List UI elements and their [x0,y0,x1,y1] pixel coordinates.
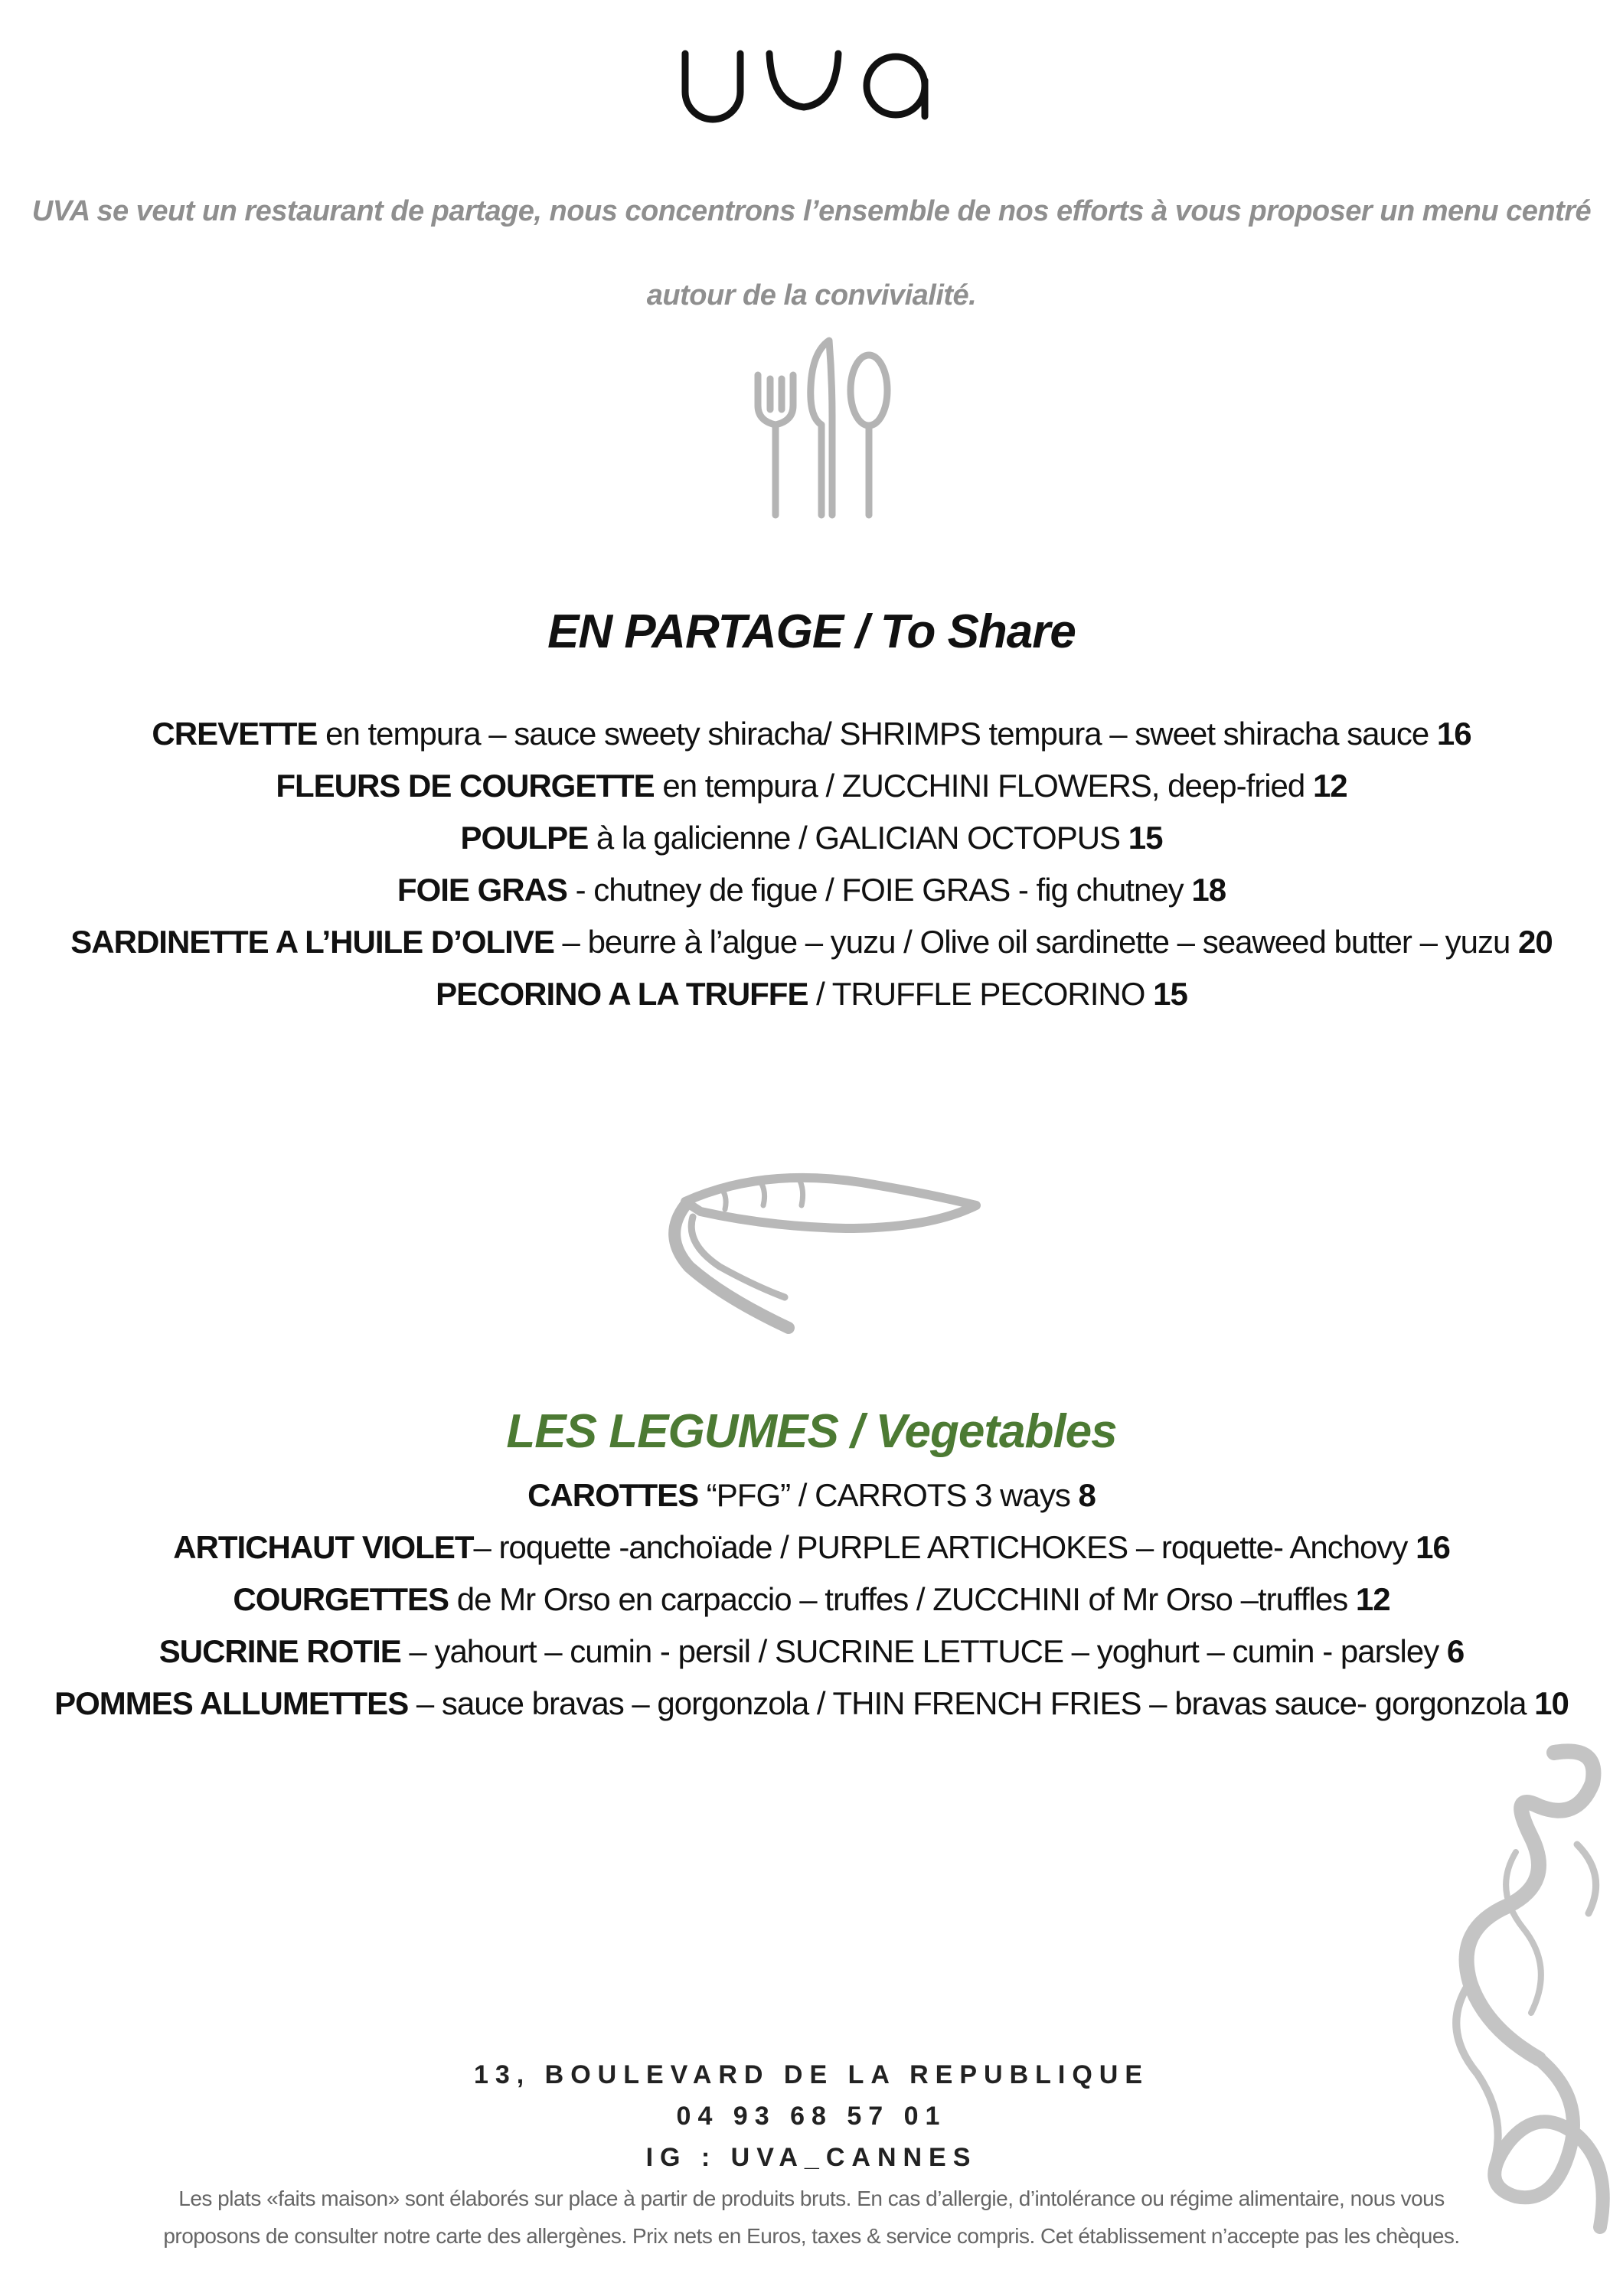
item-name: CREVETTE [152,716,318,752]
section-title-share: EN PARTAGE / To Share [547,605,1076,658]
item-price: 10 [1534,1685,1569,1721]
item-name: ARTICHAUT VIOLET [173,1529,474,1565]
item-description: en tempura – sauce sweety shiracha/ SHRIMPS tempura – sweet shiracha sauce [317,716,1437,752]
item-description: – beurre à l’algue – yuzu / Olive oil sardinette – seaweed butter – yuzu [554,924,1518,960]
menu-list-share [0,708,1623,1020]
menu-item [0,864,1623,916]
menu-item [0,916,1623,968]
item-price: 8 [1078,1477,1096,1513]
item-price: 12 [1312,768,1347,804]
item-price: 6 [1446,1633,1465,1669]
item-description: – yahourt – cumin - persil / SUCRINE LETTUCE – yoghurt – cumin - parsley [400,1633,1447,1669]
item-description: – sauce bravas – gorgonzola / THIN FRENCH FRIES – bravas sauce- gorgonzola [408,1685,1535,1721]
menu-item [0,708,1623,760]
address: 13, BOULEVARD DE LA REPUBLIQUE [473,2060,1150,2089]
item-price: 20 [1518,924,1553,960]
uva-logo [674,38,949,130]
item-price: 15 [1153,976,1187,1012]
item-name: FLEURS DE COURGETTE [276,768,655,804]
menu-item [0,1469,1623,1521]
item-price: 15 [1128,820,1163,856]
item-name: POULPE [460,820,589,856]
item-name: SARDINETTE A L’HUILE D’OLIVE [70,924,554,960]
item-price: 18 [1191,872,1226,908]
menu-item [0,812,1623,864]
item-name: COURGETTES [233,1581,449,1617]
phone-number: 04 93 68 57 01 [676,2102,947,2131]
item-description: - chutney de figue / FOIE GRAS - fig chutney [567,872,1192,908]
cutlery-icon [746,333,900,520]
footer-note-line-1: Les plats «faits maison» sont élaborés sur place à partir de produits bruts. En cas d’allergie, d’intolérance ou régime alimentaire, nous vous [178,2187,1445,2210]
menu-item [0,1574,1623,1626]
item-price: 16 [1416,1529,1450,1565]
item-description: – roquette -anchoïade / PURPLE ARTICHOKES – roquette- Anchovy [473,1529,1416,1565]
item-name: CAROTTES [527,1477,699,1513]
item-price: 16 [1436,716,1471,752]
instagram-handle: IG : UVA_CANNES [645,2143,978,2172]
item-name: FOIE GRAS [397,872,567,908]
footer-note-line-2: proposons de consulter notre carte des allergènes. Prix nets en Euros, taxes & service compris. Cet établissement n’accepte pas les chèques. [163,2224,1460,2248]
menu-item [0,1521,1623,1574]
item-price: 12 [1355,1581,1390,1617]
carrot-illustration [655,1144,991,1336]
menu-item [0,968,1623,1020]
intro-line-1: UVA se veut un restaurant de partage, nous concentrons l’ensemble de nos efforts à vous proposer un menu centré [31,195,1592,227]
item-name: POMMES ALLUMETTES [54,1685,409,1721]
item-name: SUCRINE ROTIE [158,1633,401,1669]
section-title-vegetables: LES LEGUMES / Vegetables [506,1405,1117,1458]
item-description: de Mr Orso en carpaccio – truffes / ZUCCHINI of Mr Orso –truffles [449,1581,1356,1617]
item-description: / TRUFFLE PECORINO [808,976,1154,1012]
item-description: en tempura / ZUCCHINI FLOWERS, deep-fried [654,768,1313,804]
item-description: à la galicienne / GALICIAN OCTOPUS [588,820,1128,856]
item-description: “PFG” / CARROTS 3 ways [698,1477,1079,1513]
item-name: PECORINO A LA TRUFFE [436,976,808,1012]
menu-item [0,1678,1623,1730]
menu-list-vegetables [0,1469,1623,1730]
menu-item [0,760,1623,812]
menu-item [0,1626,1623,1678]
intro-line-2: autour de la convivialité. [646,279,977,311]
